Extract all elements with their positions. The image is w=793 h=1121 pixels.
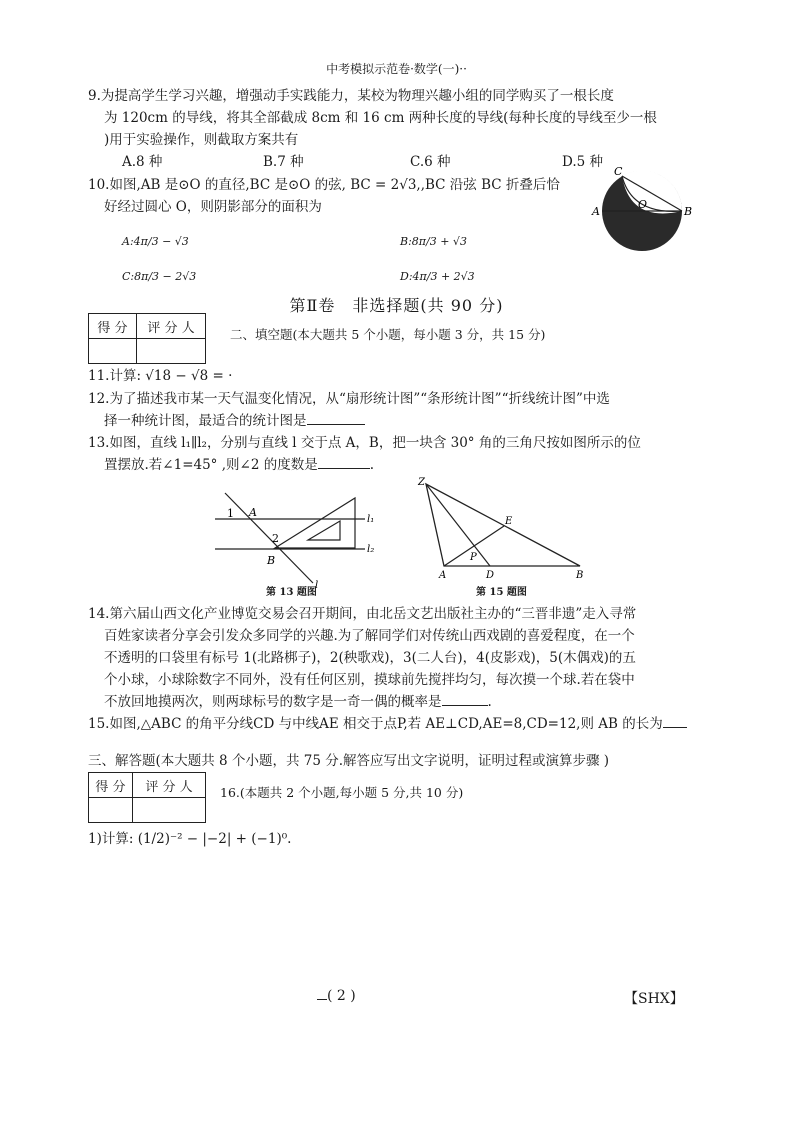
q16-title: 16.(本题共 2 个小题,每小题 5 分,共 10 分) [220, 785, 464, 800]
fig13-figure [205, 488, 395, 598]
grader-cell[interactable] [133, 798, 206, 823]
section-2-title: 第Ⅱ卷 非选择题(共 90 分) [289, 296, 504, 315]
q9-line-3: )用于实验操作，则截取方案共有 [104, 132, 299, 148]
fig10-label-o: O [638, 198, 648, 211]
fig13-angle-2: 2 [272, 532, 279, 545]
q10-option-b: B:8π/3 + √3 [400, 235, 467, 248]
q10-option-c: C:8π/3 − 2√3 [122, 270, 197, 283]
q9-option-a: A.8 种 [122, 154, 163, 170]
q13-answer-blank[interactable] [318, 468, 370, 469]
q9-option-c: C.6 种 [410, 154, 451, 170]
q10-line-1: 10.如图,AB 是⊙O 的直径,BC 是⊙O 的弦, BC = 2√3,,BC 沿弦 BC 折叠后恰 [88, 177, 560, 193]
score-cell[interactable] [89, 339, 137, 364]
page-number: ( 2 ) [317, 988, 356, 1004]
q14-line-3: 不透明的口袋里有标号 1(北路梆子)，2(秧歌戏)，3(二人台)，4(皮影戏)，5(木偶戏)的五 [104, 650, 636, 666]
grader-label: 评 分 人 [137, 314, 206, 339]
q10-option-a: A:4π/3 − √3 [122, 235, 189, 248]
fig15-label-p: P [470, 552, 477, 563]
grader-cell[interactable] [137, 339, 206, 364]
q10-line-2: 好经过圆心 O，则阴影部分的面积为 [104, 199, 322, 215]
fig13-label-l: l [315, 580, 319, 591]
q12-line-2: 择一种统计图，最适合的统计图是 [104, 412, 365, 430]
q13-line-1: 13.如图，直线 l₁∥l₂，分别与直线 l 交于点 A，B，把一块含 30° 角的三角尺按如图所示的位 [88, 435, 641, 451]
fig10-label-c: C [614, 165, 623, 178]
q15: 15.如图,△ABC 的角平分线CD 与中线AE 相交于点P,若 AE⊥CD,AE=8,CD=12,则 AB 的长为 [88, 715, 687, 733]
fig15-label-e: E [505, 516, 513, 527]
q15-answer-blank[interactable] [663, 727, 687, 728]
q14-line-1: 14.第六届山西文化产业博览交易会召开期间，由北岳文艺出版社主办的“三晋非遗”走入寻常 [88, 606, 637, 622]
triangle-abc [426, 484, 580, 566]
fig15-label-d: D [486, 570, 495, 581]
fig15-caption: 第 15 题图 [476, 587, 527, 598]
q16-part-1: 1)计算: (1/2)⁻² − |−2| + (−1)⁰. [88, 831, 292, 847]
score-cell[interactable] [89, 798, 133, 823]
q11: 11.计算: √18 − √8 = · [88, 368, 233, 384]
fig13-label-b: B [267, 554, 276, 567]
fig15-figure [412, 474, 592, 584]
q14-line-2: 百姓家读者分享会引发众多同学的兴趣.为了解同学们对传统山西戏剧的喜爱程度，在一个 [104, 628, 635, 644]
q10-circle-figure [590, 163, 700, 263]
part-2-heading: 二、填空题(本大题共 5 个小题，每小题 3 分，共 15 分) [230, 327, 546, 342]
score-table-1 [88, 313, 206, 364]
score-label: 得 分 [89, 773, 133, 798]
fig10-label-a: A [592, 205, 600, 218]
fig13-label-l1: l₁ [367, 514, 375, 525]
q14-line-5: 不放回地摸两次，则两球标号的数字是一奇一偶的概率是 . [104, 694, 492, 710]
fig15-label-z: Z [418, 477, 425, 488]
grader-label: 评 分 人 [133, 773, 206, 798]
score-table-2 [88, 772, 206, 823]
q9-option-d: D.5 种 [562, 154, 604, 170]
fig10-label-b: B [684, 205, 693, 218]
q12-line-1: 12.为了描述我市某一天气温变化情况，从“扇形统计图”“条形统计图”“折线统计图”中选 [88, 391, 610, 407]
fig13-label-a: A [249, 506, 257, 519]
paper-code: 【SHX】 [624, 991, 684, 1007]
part-3-heading: 三、解答题(本大题共 8 个小题，共 75 分.解答应写出文字说明，证明过程或演算步骤 ) [88, 753, 610, 769]
q10-option-d: D:4π/3 + 2√3 [400, 270, 475, 283]
q14-answer-blank[interactable] [442, 705, 488, 706]
fig13-caption: 第 13 题图 [266, 587, 317, 598]
line-l [225, 493, 313, 583]
q14-line-4: 个小球，小球除数字不同外，没有任何区别，摸球前先搅拌均匀，每次摸一个球.若在袋中 [104, 672, 635, 688]
score-label: 得 分 [89, 314, 137, 339]
page-header: 中考模拟示范卷·数学(一)·· [326, 62, 467, 76]
q9-option-b: B.7 种 [263, 154, 304, 170]
q9-line-1: 9.为提高学生学习兴趣，增强动手实践能力，某校为物理兴趣小组的同学购买了一根长度 [88, 88, 614, 104]
fig13-angle-1: 1 [227, 507, 234, 520]
q12-answer-blank[interactable] [307, 424, 365, 425]
fig15-label-b: B [576, 570, 584, 581]
fig15-label-a: A [439, 570, 447, 581]
q13-line-2: 置摆放.若∠1=45° ,则∠2 的度数是 . [104, 457, 375, 473]
q9-line-2: 为 120cm 的导线，将其全部截成 8cm 和 16 cm 两种长度的导线(每种长度的导线至少一根 [104, 110, 657, 126]
fig13-label-l2: l₂ [367, 544, 375, 555]
